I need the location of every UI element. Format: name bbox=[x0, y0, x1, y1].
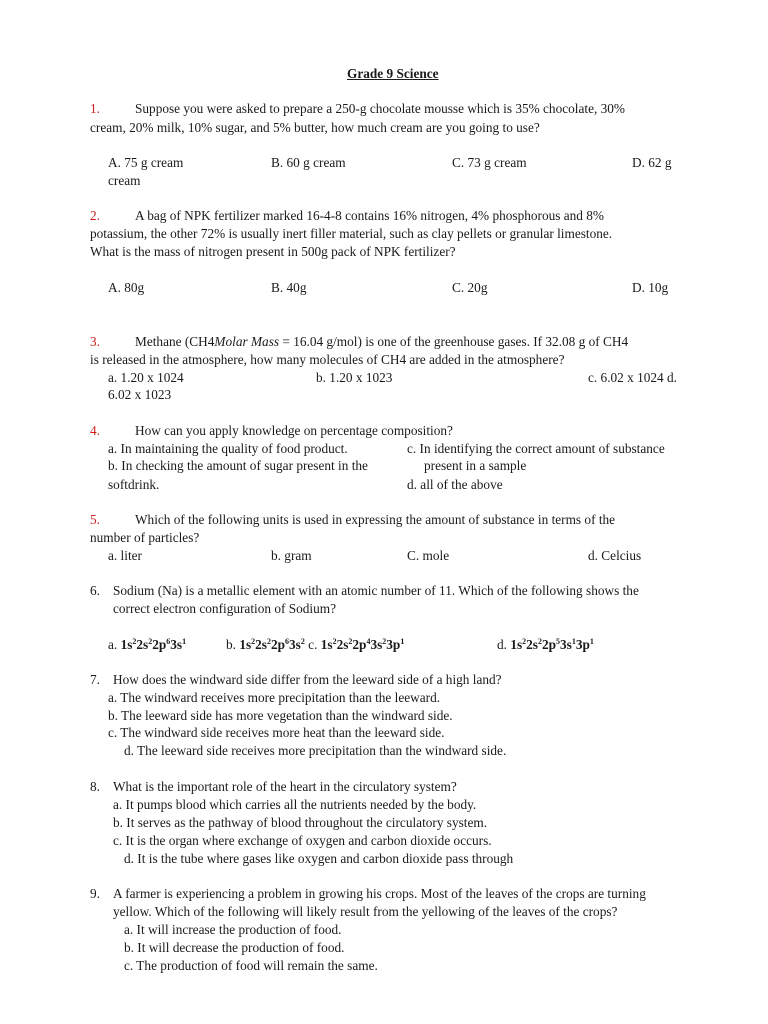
q7-option-a: a. The windward receives more precipitation than the leeward. bbox=[108, 690, 441, 705]
question-2-text-cont: potassium, the other 72% is usually inert filler material, such as clay pellets or granular limestone. bbox=[90, 226, 613, 241]
q7-option-d: d. The leeward side receives more precipitation than the windward side. bbox=[124, 743, 507, 758]
q5-option-c: C. mole bbox=[407, 548, 450, 563]
q6-option-c-config: $1s^22s^22p^43s^23p^1$ bbox=[320, 637, 405, 652]
q6-option-d-label: d. bbox=[497, 637, 507, 652]
q6-option-d-config: $1s^22s^22p^53s^13p^1$ bbox=[510, 637, 594, 652]
q6-option-b-label: b. bbox=[226, 637, 236, 652]
q6-option-a-config: $1s^22s^22p^63s^1$ bbox=[120, 637, 187, 652]
question-4-number: 4. bbox=[90, 423, 100, 438]
q8-option-d: d. It is the tube where gases like oxygen and carbon dioxide pass through bbox=[124, 851, 514, 866]
question-5-text: Which of the following units is used in expressing the amount of substance in terms of the bbox=[135, 512, 616, 527]
q9-option-c: c. The production of food will remain the same. bbox=[124, 958, 378, 973]
q9-option-b: b. It will decrease the production of food. bbox=[124, 940, 345, 955]
question-7-text: How does the windward side differ from the leeward side of a high land? bbox=[113, 672, 502, 687]
question-9-number: 9. bbox=[90, 886, 100, 901]
question-3-number: 3. bbox=[90, 334, 100, 349]
q2-option-c: C. 20g bbox=[452, 280, 488, 295]
q9-option-a: a. It will increase the production of food. bbox=[124, 922, 342, 937]
question-8-text: What is the important role of the heart in the circulatory system? bbox=[113, 779, 457, 794]
q4-option-d: d. all of the above bbox=[407, 477, 503, 492]
question-5-number: 5. bbox=[90, 512, 100, 527]
q3-option-b: b. 1.20 x 1023 bbox=[316, 370, 393, 385]
q2-option-d: D. 10g bbox=[632, 280, 669, 295]
q2-option-b: B. 40g bbox=[271, 280, 307, 295]
q3-text-italic: Molar Mass bbox=[214, 334, 280, 349]
question-9-text: A farmer is experiencing a problem in growing his crops. Most of the leaves of the crops are turning bbox=[113, 886, 646, 901]
q1-option-a: A. 75 g cream bbox=[108, 155, 184, 170]
question-6-text-cont: correct electron configuration of Sodium? bbox=[113, 601, 337, 616]
q5-option-b: b. gram bbox=[271, 548, 312, 563]
q3-text-pre: Methane (CH4 bbox=[135, 334, 215, 349]
question-3-text bbox=[135, 334, 628, 350]
q3-option-d-cont: 6.02 x 1023 bbox=[108, 387, 172, 402]
question-1-number: 1. bbox=[90, 101, 100, 116]
q1-option-d: D. 62 g bbox=[632, 155, 672, 170]
question-4-text: How can you apply knowledge on percentage composition? bbox=[135, 423, 453, 438]
question-3-text-cont: is released in the atmosphere, how many molecules of CH4 are added in the atmosphere? bbox=[90, 352, 565, 367]
question-9-text-cont: yellow. Which of the following will likely result from the yellowing of the leaves of the crops? bbox=[113, 904, 618, 919]
question-2-text-cont2: What is the mass of nitrogen present in 500g pack of NPK fertilizer? bbox=[90, 244, 456, 259]
q3-option-c-d: c. 6.02 x 1024 d. bbox=[588, 370, 678, 385]
question-2-text: A bag of NPK fertilizer marked 16-4-8 contains 16% nitrogen, 4% phosphorous and 8% bbox=[135, 208, 604, 223]
q7-option-b: b. The leeward side has more vegetation than the windward side. bbox=[108, 708, 453, 723]
q1-option-d-cont: cream bbox=[108, 173, 141, 188]
q1-option-b: B. 60 g cream bbox=[271, 155, 346, 170]
question-7-number: 7. bbox=[90, 672, 100, 687]
question-1-text-cont: cream, 20% milk, 10% sugar, and 5% butter, how much cream are you going to use? bbox=[90, 120, 540, 135]
question-1-text: Suppose you were asked to prepare a 250-g chocolate mousse which is 35% chocolate, 30% bbox=[135, 101, 625, 116]
q6-option-a bbox=[108, 637, 186, 653]
q4-option-c: c. In identifying the correct amount of substance bbox=[407, 441, 665, 456]
page-title: Grade 9 Science bbox=[347, 66, 439, 81]
q5-option-d: d. Celcius bbox=[588, 548, 642, 563]
q6-option-d bbox=[497, 637, 594, 653]
q4-option-c-cont: present in a sample bbox=[424, 458, 527, 473]
question-6-number: 6. bbox=[90, 583, 100, 598]
q4-option-b-cont: softdrink. bbox=[108, 477, 160, 492]
question-8-number: 8. bbox=[90, 779, 100, 794]
q5-option-a: a. liter bbox=[108, 548, 142, 563]
q6-option-a-label: a. bbox=[108, 637, 118, 652]
q2-option-a: A. 80g bbox=[108, 280, 145, 295]
q6-option-b-c bbox=[226, 637, 404, 653]
question-2-number: 2. bbox=[90, 208, 100, 223]
question-6-text: Sodium (Na) is a metallic element with an atomic number of 11. Which of the following shows the bbox=[113, 583, 639, 598]
q3-option-a: a. 1.20 x 1024 bbox=[108, 370, 184, 385]
q7-option-c: c. The windward side receives more heat than the leeward side. bbox=[108, 725, 445, 740]
q8-option-b: b. It serves as the pathway of blood throughout the circulatory system. bbox=[113, 815, 488, 830]
q4-option-a: a. In maintaining the quality of food product. bbox=[108, 441, 348, 456]
q6-option-b-config: $1s^22s^22p^63s^2$ bbox=[239, 637, 305, 652]
q3-text-post: = 16.04 g/mol) is one of the greenhouse gases. If 32.08 g of CH4 bbox=[279, 334, 629, 349]
q6-option-c-label: c. bbox=[308, 637, 318, 652]
q4-option-b: b. In checking the amount of sugar present in the bbox=[108, 458, 368, 473]
q8-option-a: a. It pumps blood which carries all the nutrients needed by the body. bbox=[113, 797, 477, 812]
q8-option-c: c. It is the organ where exchange of oxygen and carbon dioxide occurs. bbox=[113, 833, 492, 848]
q1-option-c: C. 73 g cream bbox=[452, 155, 527, 170]
question-5-text-cont: number of particles? bbox=[90, 530, 200, 545]
